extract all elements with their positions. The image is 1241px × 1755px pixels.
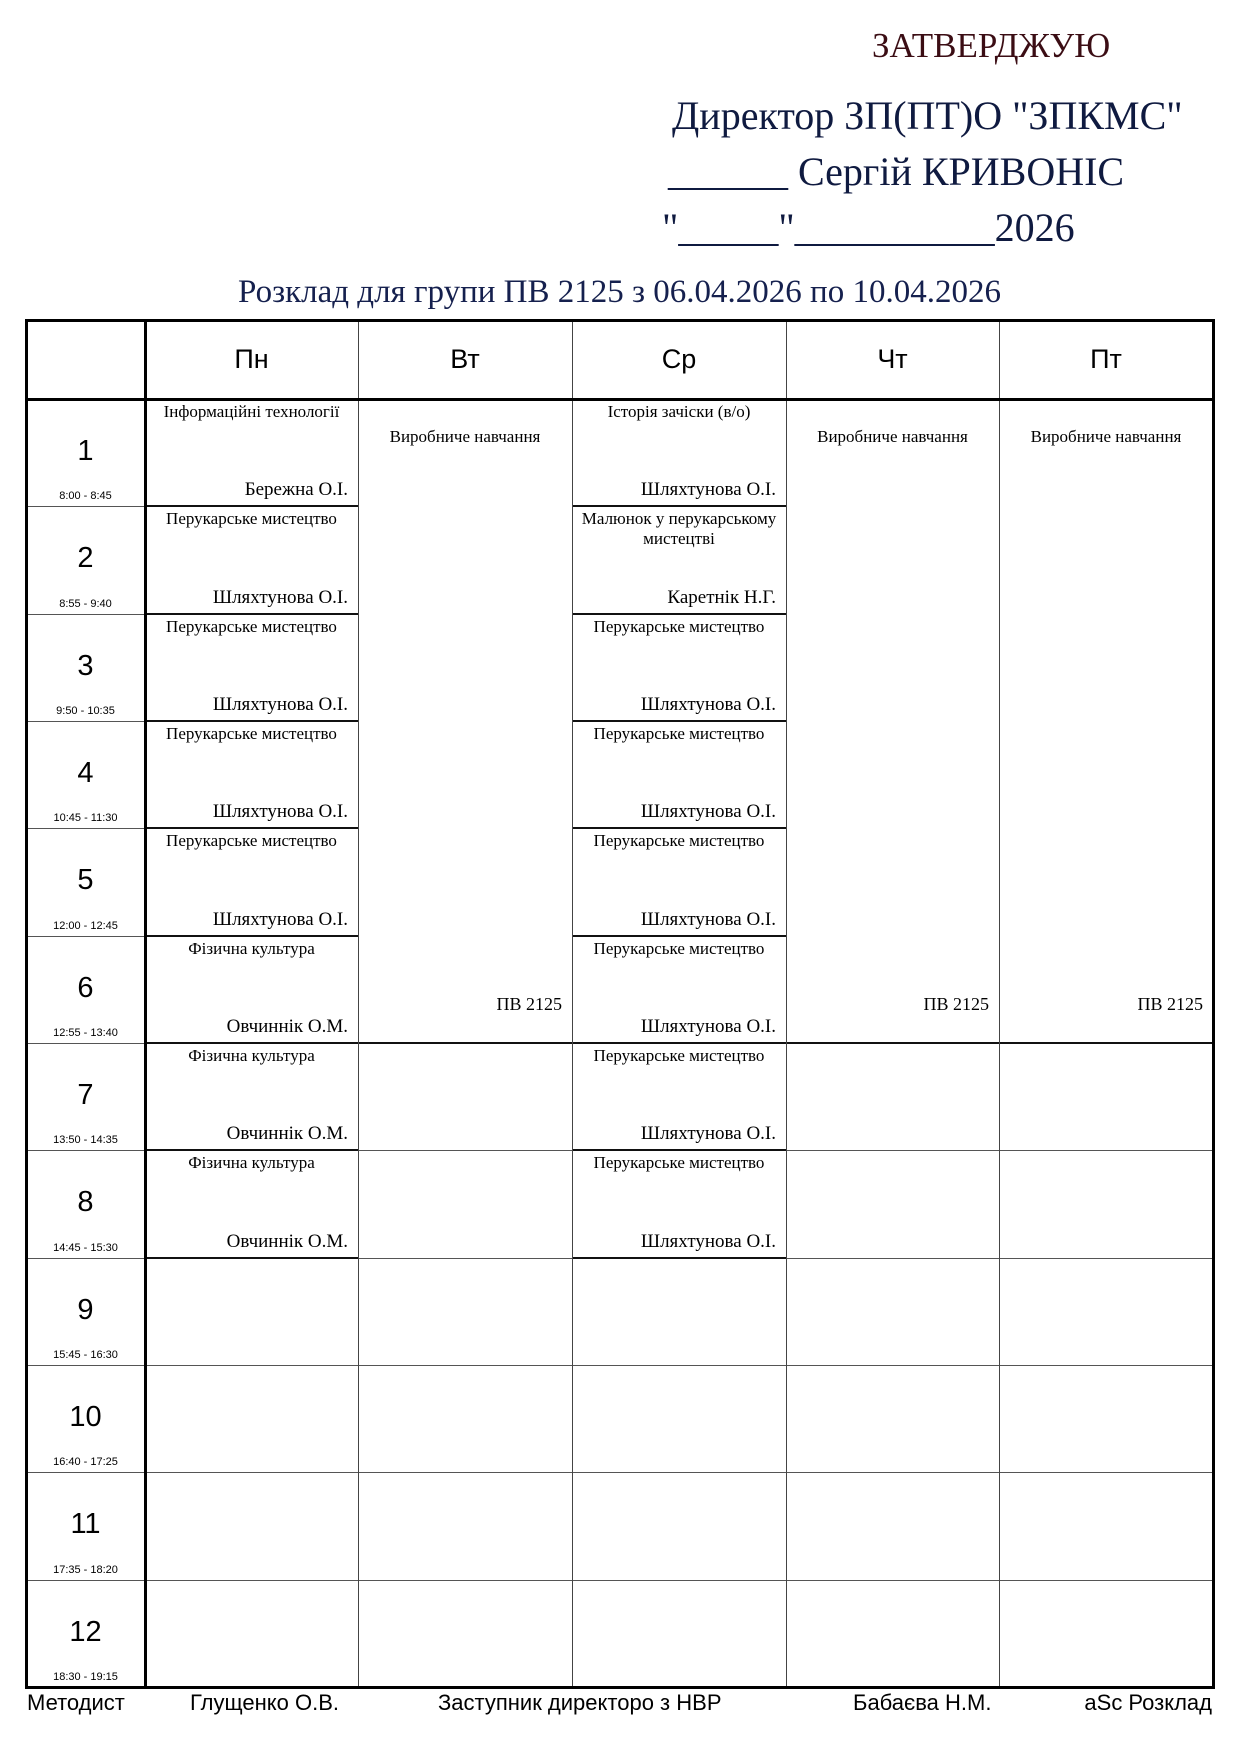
lesson-teacher: Бережна О.І. <box>244 479 348 501</box>
lesson-teacher: Каретнік Н.Г. <box>667 586 776 608</box>
row-divider <box>572 1042 786 1044</box>
row-divider <box>999 1365 1213 1366</box>
lesson-cell[interactable] <box>145 721 358 828</box>
period-cell <box>26 721 145 828</box>
row-divider <box>145 1365 358 1366</box>
row-divider <box>26 614 145 615</box>
row-divider <box>572 1365 786 1366</box>
row-divider <box>145 1042 358 1044</box>
row-divider <box>572 1472 786 1473</box>
row-divider <box>145 1257 358 1259</box>
lesson-cell[interactable] <box>145 614 358 721</box>
lesson-subject: Перукарське мистецтво <box>593 616 765 636</box>
lesson-subject: Інформаційні технології <box>163 402 340 421</box>
period-time: 14:45 - 15:30 <box>53 1241 118 1254</box>
table-border-right <box>1212 319 1215 1689</box>
lesson-teacher: Шляхтунова О.І. <box>640 801 776 823</box>
column-divider <box>572 320 573 1687</box>
lesson-subject: Перукарське мистецтво <box>166 724 337 743</box>
row-divider <box>572 505 786 507</box>
lesson-subject: Перукарське мистецтво <box>166 831 337 851</box>
director-signature-line: ______ Сергій КРИВОНІС <box>668 149 1125 194</box>
row-divider <box>26 1150 145 1151</box>
period-time: 16:40 - 17:25 <box>53 1456 118 1469</box>
lesson-cell[interactable] <box>145 506 358 613</box>
lesson-subject: Перукарське мистецтво <box>593 938 765 958</box>
day-header-0: Пн <box>234 344 269 374</box>
deputy-director-label: Заступник директоро з НВР <box>438 1690 722 1715</box>
row-divider <box>145 1580 358 1581</box>
day-header-1: Вт <box>450 344 480 374</box>
methodist-label: Методист <box>27 1690 125 1715</box>
period-number: 3 <box>77 649 94 682</box>
period-cell <box>26 1580 145 1687</box>
period-time: 12:55 - 13:40 <box>53 1026 118 1039</box>
lesson-subject: Перукарське мистецтво <box>593 1153 765 1173</box>
approval-date-line: "_____"__________2026 <box>662 205 1075 250</box>
row-divider <box>26 1580 145 1581</box>
period-time: 10:45 - 11:30 <box>53 812 118 825</box>
lesson-subject: Виробниче навчання <box>817 427 968 446</box>
period-time: 9:50 - 10:35 <box>56 704 115 717</box>
row-divider <box>358 1580 572 1581</box>
table-border-top <box>25 319 1215 322</box>
row-divider <box>26 506 145 507</box>
lesson-cell[interactable] <box>145 399 358 506</box>
software-credit: aSc Розклад <box>1084 1690 1212 1715</box>
row-divider <box>26 936 145 937</box>
day-header-3: Чт <box>877 344 908 374</box>
period-time: 15:45 - 16:30 <box>53 1348 118 1361</box>
row-divider <box>145 1472 358 1473</box>
lesson-teacher: Шляхтунова О.І. <box>640 479 776 501</box>
lesson-cell[interactable] <box>572 399 786 506</box>
period-time: 8:00 - 8:45 <box>59 490 112 503</box>
row-divider <box>999 1150 1213 1151</box>
column-divider <box>999 320 1000 1687</box>
period-number: 11 <box>70 1508 101 1541</box>
period-number: 9 <box>77 1293 94 1326</box>
row-divider <box>26 1365 145 1366</box>
period-cell <box>26 506 145 613</box>
lesson-cell[interactable] <box>572 828 786 935</box>
row-divider <box>786 1042 999 1044</box>
methodist-name: Глущенко О.В. <box>190 1690 339 1715</box>
row-divider <box>145 1149 358 1151</box>
lesson-cell[interactable] <box>572 614 786 721</box>
lesson-cell[interactable] <box>145 828 358 935</box>
row-divider <box>786 1472 999 1473</box>
row-divider <box>358 1042 572 1044</box>
lesson-cell[interactable] <box>572 1043 786 1150</box>
period-number: 10 <box>69 1401 102 1433</box>
row-divider <box>999 1580 1213 1581</box>
lesson-teacher: Шляхтунова О.І. <box>640 693 776 715</box>
row-divider <box>26 828 145 829</box>
header-divider <box>26 398 1213 401</box>
row-divider <box>572 1257 786 1259</box>
lesson-group: ПВ 2125 <box>1137 994 1203 1014</box>
period-number: 8 <box>77 1186 94 1219</box>
day-header-4: Пт <box>1090 344 1122 374</box>
lesson-subject: Фізична культура <box>188 1046 315 1065</box>
approval-heading: ЗАТВЕРДЖУЮ <box>872 26 1111 65</box>
lesson-teacher: Шляхтунова О.І. <box>212 693 348 715</box>
row-divider <box>145 720 358 722</box>
row-divider <box>786 1365 999 1366</box>
row-divider <box>572 1580 786 1581</box>
row-divider <box>999 1258 1213 1259</box>
lesson-teacher: Овчиннік О.М. <box>226 1230 348 1252</box>
row-divider <box>358 1365 572 1366</box>
lesson-cell[interactable] <box>786 399 999 1043</box>
lesson-group: ПВ 2125 <box>496 994 562 1014</box>
row-divider <box>26 721 145 722</box>
row-divider <box>145 827 358 829</box>
lesson-subject: Виробниче навчання <box>389 427 541 446</box>
period-number: 7 <box>77 1079 94 1111</box>
row-divider <box>786 1258 999 1259</box>
period-time: 17:35 - 18:20 <box>53 1563 118 1576</box>
row-divider <box>572 1149 786 1151</box>
lesson-cell[interactable] <box>572 1150 786 1257</box>
row-divider <box>572 613 786 615</box>
table-border-left <box>25 319 28 1689</box>
lesson-subject: Фізична культура <box>188 938 315 958</box>
lesson-teacher: Шляхтунова О.І. <box>640 1230 776 1252</box>
column-divider <box>358 320 359 1687</box>
lesson-subject: Фізична культура <box>188 1153 315 1173</box>
period-time: 8:55 - 9:40 <box>59 597 112 610</box>
row-divider <box>145 935 358 937</box>
lesson-cell[interactable] <box>358 399 572 1043</box>
period-number: 2 <box>77 542 94 575</box>
row-divider <box>572 827 786 829</box>
director-title: Директор ЗП(ПТ)О "ЗПКМС" <box>672 93 1183 138</box>
row-divider <box>26 1043 145 1044</box>
lesson-teacher: Шляхтунова О.І. <box>640 1015 776 1037</box>
lesson-subject: Малюнок у перукарському мистецтві <box>581 509 777 549</box>
period-cell <box>26 1472 145 1579</box>
row-divider <box>26 1472 145 1473</box>
row-divider <box>358 1472 572 1473</box>
lesson-cell[interactable] <box>145 1043 358 1150</box>
lesson-subject: Виробниче навчання <box>1030 427 1182 446</box>
period-cell <box>26 1043 145 1150</box>
lesson-subject: Перукарське мистецтво <box>593 831 765 851</box>
lesson-cell[interactable] <box>145 1150 358 1257</box>
lesson-subject: Перукарське мистецтво <box>166 509 337 529</box>
period-time: 18:30 - 19:15 <box>53 1670 118 1683</box>
lesson-teacher: Шляхтунова О.І. <box>212 908 348 930</box>
row-divider <box>572 935 786 937</box>
period-cell <box>26 399 145 506</box>
lesson-teacher: Шляхтунова О.І. <box>212 801 348 823</box>
lesson-cell[interactable] <box>572 936 786 1043</box>
period-cell <box>26 1258 145 1365</box>
lesson-subject: Історія зачіски (в/о) <box>607 402 751 421</box>
row-divider <box>145 613 358 615</box>
lesson-subject: Перукарське мистецтво <box>593 1046 765 1065</box>
period-number: 4 <box>77 757 94 789</box>
period-time: 13:50 - 14:35 <box>53 1134 118 1147</box>
table-border-bottom <box>25 1686 1215 1689</box>
lesson-cell[interactable] <box>572 506 786 613</box>
lesson-teacher: Шляхтунова О.І. <box>640 1123 776 1145</box>
period-number: 6 <box>77 971 94 1004</box>
row-divider <box>358 1150 572 1151</box>
period-number: 12 <box>69 1615 102 1648</box>
period-number: 5 <box>77 864 94 897</box>
row-divider <box>786 1580 999 1581</box>
deputy-director-name: Бабаєва Н.М. <box>853 1690 992 1715</box>
lesson-cell[interactable] <box>999 399 1213 1043</box>
schedule-title: Розклад для групи ПВ 2125 з 06.04.2026 по 10.04.2026 <box>238 274 1001 310</box>
lesson-teacher: Овчиннік О.М. <box>226 1123 348 1145</box>
lesson-teacher: Овчиннік О.М. <box>226 1015 348 1037</box>
period-cell <box>26 1150 145 1257</box>
period-cell <box>26 936 145 1043</box>
period-cell <box>26 828 145 935</box>
row-divider <box>999 1472 1213 1473</box>
day-header-2: Ср <box>661 344 697 374</box>
period-number: 1 <box>77 435 94 467</box>
row-divider <box>145 505 358 507</box>
lesson-cell[interactable] <box>145 936 358 1043</box>
period-cell <box>26 614 145 721</box>
period-time: 12:00 - 12:45 <box>53 919 118 932</box>
row-divider <box>786 1150 999 1151</box>
row-divider <box>358 1258 572 1259</box>
row-divider <box>999 1042 1213 1044</box>
lesson-group: ПВ 2125 <box>923 994 989 1014</box>
row-divider <box>26 1258 145 1259</box>
lesson-teacher: Шляхтунова О.І. <box>212 586 348 608</box>
lesson-cell[interactable] <box>572 721 786 828</box>
column-divider <box>144 320 147 1687</box>
row-divider <box>572 720 786 722</box>
lesson-subject: Перукарське мистецтво <box>166 616 337 636</box>
lesson-teacher: Шляхтунова О.І. <box>640 908 776 930</box>
column-divider <box>786 320 787 1687</box>
period-cell <box>26 1365 145 1472</box>
lesson-subject: Перукарське мистецтво <box>593 724 765 743</box>
